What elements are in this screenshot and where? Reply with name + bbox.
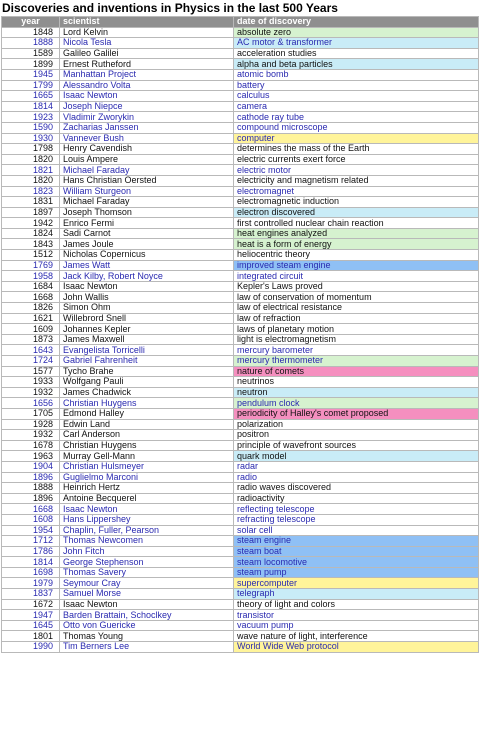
scientist-cell[interactable]: Nicola Tesla bbox=[60, 38, 234, 49]
scientist-cell[interactable]: John Fitch bbox=[60, 546, 234, 557]
discovery-cell[interactable]: law of electrical resistance bbox=[234, 303, 479, 314]
year-cell[interactable]: 1904 bbox=[2, 461, 60, 472]
discovery-cell[interactable]: refracting telescope bbox=[234, 514, 479, 525]
scientist-cell[interactable]: Lord Kelvin bbox=[60, 27, 234, 38]
table-row bbox=[2, 59, 479, 70]
discovery-cell[interactable]: vacuum pump bbox=[234, 620, 479, 631]
header-row bbox=[2, 17, 479, 28]
table-row bbox=[2, 451, 479, 462]
discovery-cell[interactable]: camera bbox=[234, 101, 479, 112]
table-row bbox=[2, 250, 479, 261]
scientist-cell[interactable]: George Stephenson bbox=[60, 557, 234, 568]
scientist-cell[interactable]: Christian Huygens bbox=[60, 398, 234, 409]
table-row bbox=[2, 398, 479, 409]
scientist-cell[interactable]: Otto von Guericke bbox=[60, 620, 234, 631]
discovery-cell[interactable]: atomic bomb bbox=[234, 69, 479, 80]
table-row bbox=[2, 313, 479, 324]
discovery-cell[interactable]: radar bbox=[234, 461, 479, 472]
table-row bbox=[2, 610, 479, 621]
table-row bbox=[2, 228, 479, 239]
scientist-cell[interactable]: Sadi Carnot bbox=[60, 228, 234, 239]
year-cell[interactable]: 1577 bbox=[2, 366, 60, 377]
scientist-cell[interactable]: Louis Ampere bbox=[60, 154, 234, 165]
discovery-cell[interactable]: electromagnetic induction bbox=[234, 197, 479, 208]
scientist-cell[interactable]: Isaac Newton bbox=[60, 504, 234, 515]
discovery-cell[interactable]: electron discovered bbox=[234, 207, 479, 218]
discovery-cell[interactable]: battery bbox=[234, 80, 479, 91]
scientist-cell[interactable]: Tim Berners Lee bbox=[60, 642, 234, 653]
year-cell[interactable]: 1798 bbox=[2, 144, 60, 155]
header-year[interactable]: year bbox=[2, 17, 60, 28]
year-cell[interactable]: 1831 bbox=[2, 197, 60, 208]
year-cell[interactable]: 1684 bbox=[2, 281, 60, 292]
year-cell[interactable]: 1848 bbox=[2, 27, 60, 38]
year-cell[interactable]: 1873 bbox=[2, 334, 60, 345]
table-row bbox=[2, 218, 479, 229]
discovery-cell[interactable]: heat engines analyzed bbox=[234, 228, 479, 239]
table-row bbox=[2, 91, 479, 102]
year-cell[interactable]: 1609 bbox=[2, 324, 60, 335]
sheet-title: Discoveries and inventions in Physics in the last 500 Years bbox=[2, 1, 338, 15]
year-cell[interactable]: 1823 bbox=[2, 186, 60, 197]
year-cell[interactable]: 1678 bbox=[2, 440, 60, 451]
year-cell[interactable]: 1947 bbox=[2, 610, 60, 621]
discovery-cell[interactable]: Kepler's Laws proved bbox=[234, 281, 479, 292]
year-cell[interactable]: 1897 bbox=[2, 207, 60, 218]
table-row bbox=[2, 408, 479, 419]
table-row bbox=[2, 472, 479, 483]
year-cell[interactable]: 1954 bbox=[2, 525, 60, 536]
scientist-cell[interactable]: John Wallis bbox=[60, 292, 234, 303]
year-cell[interactable]: 1608 bbox=[2, 514, 60, 525]
discovery-cell[interactable]: periodicity of Halley's comet proposed bbox=[234, 408, 479, 419]
discovery-cell[interactable]: determines the mass of the Earth bbox=[234, 144, 479, 155]
scientist-cell[interactable]: Michael Faraday bbox=[60, 165, 234, 176]
discovery-cell[interactable]: steam engine bbox=[234, 536, 479, 547]
discovery-cell[interactable]: transistor bbox=[234, 610, 479, 621]
table-row bbox=[2, 599, 479, 610]
discovery-cell[interactable]: calculus bbox=[234, 91, 479, 102]
year-cell[interactable]: 1821 bbox=[2, 165, 60, 176]
table-row bbox=[2, 271, 479, 282]
year-cell[interactable]: 1589 bbox=[2, 48, 60, 59]
scientist-cell[interactable]: Christian Huygens bbox=[60, 440, 234, 451]
discovery-cell[interactable]: steam pump bbox=[234, 567, 479, 578]
table-row bbox=[2, 101, 479, 112]
table-row bbox=[2, 112, 479, 123]
table-row bbox=[2, 27, 479, 38]
header-discovery[interactable]: date of discovery bbox=[234, 17, 479, 28]
discovery-cell[interactable]: laws of planetary motion bbox=[234, 324, 479, 335]
table-row bbox=[2, 578, 479, 589]
year-cell[interactable]: 1963 bbox=[2, 451, 60, 462]
year-cell[interactable]: 1979 bbox=[2, 578, 60, 589]
scientist-cell[interactable]: Isaac Newton bbox=[60, 599, 234, 610]
table-row bbox=[2, 589, 479, 600]
year-cell[interactable]: 1512 bbox=[2, 250, 60, 261]
table-row bbox=[2, 80, 479, 91]
discovery-cell[interactable]: first controlled nuclear chain reaction bbox=[234, 218, 479, 229]
scientist-cell[interactable]: Wolfgang Pauli bbox=[60, 377, 234, 388]
scientist-cell[interactable]: Gabriel Fahrenheit bbox=[60, 356, 234, 367]
scientist-cell[interactable]: Johannes Kepler bbox=[60, 324, 234, 335]
scientist-cell[interactable]: Barden Brattain, Schoclkey bbox=[60, 610, 234, 621]
discovery-cell[interactable]: acceleration studies bbox=[234, 48, 479, 59]
year-cell[interactable]: 1656 bbox=[2, 398, 60, 409]
discovery-cell[interactable]: electric motor bbox=[234, 165, 479, 176]
table-row bbox=[2, 430, 479, 441]
scientist-cell[interactable]: Isaac Newton bbox=[60, 91, 234, 102]
discoveries-table bbox=[1, 16, 479, 653]
year-cell[interactable]: 1896 bbox=[2, 472, 60, 483]
discovery-cell[interactable]: wave nature of light, interference bbox=[234, 631, 479, 642]
year-cell[interactable]: 1990 bbox=[2, 642, 60, 653]
discovery-cell[interactable]: theory of light and colors bbox=[234, 599, 479, 610]
discovery-cell[interactable]: principle of wavefront sources bbox=[234, 440, 479, 451]
table-row bbox=[2, 133, 479, 144]
scientist-cell[interactable]: James Maxwell bbox=[60, 334, 234, 345]
year-cell[interactable]: 1643 bbox=[2, 345, 60, 356]
discovery-cell[interactable]: World Wide Web protocol bbox=[234, 642, 479, 653]
discovery-cell[interactable]: heliocentric theory bbox=[234, 250, 479, 261]
scientist-cell[interactable]: Murray Gell-Mann bbox=[60, 451, 234, 462]
year-cell[interactable]: 1933 bbox=[2, 377, 60, 388]
table-row bbox=[2, 631, 479, 642]
scientist-cell[interactable]: Alessandro Volta bbox=[60, 80, 234, 91]
table-row bbox=[2, 504, 479, 515]
year-cell[interactable]: 1824 bbox=[2, 228, 60, 239]
scientist-cell[interactable]: Thomas Savery bbox=[60, 567, 234, 578]
scientist-cell[interactable]: Samuel Morse bbox=[60, 589, 234, 600]
discovery-cell[interactable]: neutrinos bbox=[234, 377, 479, 388]
scientist-cell[interactable]: Jack Kilby, Robert Noyce bbox=[60, 271, 234, 282]
discovery-cell[interactable]: absolute zero bbox=[234, 27, 479, 38]
table-row bbox=[2, 377, 479, 388]
discovery-cell[interactable]: pendulum clock bbox=[234, 398, 479, 409]
table-row bbox=[2, 292, 479, 303]
year-cell[interactable]: 1820 bbox=[2, 175, 60, 186]
discovery-cell[interactable]: radioactivity bbox=[234, 493, 479, 504]
scientist-cell[interactable]: Joseph Thomson bbox=[60, 207, 234, 218]
table-row bbox=[2, 334, 479, 345]
table-row bbox=[2, 440, 479, 451]
scientist-cell[interactable]: James Watt bbox=[60, 260, 234, 271]
discovery-cell[interactable]: computer bbox=[234, 133, 479, 144]
scientist-cell[interactable]: Vannever Bush bbox=[60, 133, 234, 144]
discovery-cell[interactable]: radio waves discovered bbox=[234, 483, 479, 494]
table-row bbox=[2, 260, 479, 271]
table-row bbox=[2, 557, 479, 568]
discovery-cell[interactable]: telegraph bbox=[234, 589, 479, 600]
year-cell[interactable]: 1820 bbox=[2, 154, 60, 165]
scientist-cell[interactable]: Edwin Land bbox=[60, 419, 234, 430]
year-cell[interactable]: 1705 bbox=[2, 408, 60, 419]
discovery-cell[interactable]: polarization bbox=[234, 419, 479, 430]
table-row bbox=[2, 239, 479, 250]
table-row bbox=[2, 387, 479, 398]
year-cell[interactable]: 1590 bbox=[2, 122, 60, 133]
discovery-cell[interactable]: reflecting telescope bbox=[234, 504, 479, 515]
header-scientist[interactable]: scientist bbox=[60, 17, 234, 28]
year-cell[interactable]: 1932 bbox=[2, 430, 60, 441]
year-cell[interactable]: 1945 bbox=[2, 69, 60, 80]
table-row bbox=[2, 165, 479, 176]
scientist-cell[interactable]: Hans Lippershey bbox=[60, 514, 234, 525]
table-row bbox=[2, 525, 479, 536]
discovery-cell[interactable]: heat is a form of energy bbox=[234, 239, 479, 250]
scientist-cell[interactable]: Isaac Newton bbox=[60, 281, 234, 292]
table-row bbox=[2, 567, 479, 578]
year-cell[interactable]: 1814 bbox=[2, 101, 60, 112]
table-row bbox=[2, 154, 479, 165]
year-cell[interactable]: 1801 bbox=[2, 631, 60, 642]
scientist-cell[interactable]: William Sturgeon bbox=[60, 186, 234, 197]
table-row bbox=[2, 324, 479, 335]
scientist-cell[interactable]: Hans Christian Oersted bbox=[60, 175, 234, 186]
year-cell[interactable]: 1932 bbox=[2, 387, 60, 398]
table-row bbox=[2, 186, 479, 197]
scientist-cell[interactable]: Carl Anderson bbox=[60, 430, 234, 441]
year-cell[interactable]: 1698 bbox=[2, 567, 60, 578]
discovery-cell[interactable]: compound microscope bbox=[234, 122, 479, 133]
scientist-cell[interactable]: Thomas Newcomen bbox=[60, 536, 234, 547]
discovery-cell[interactable]: electricity and magnetism related bbox=[234, 175, 479, 186]
discovery-cell[interactable]: positron bbox=[234, 430, 479, 441]
year-cell[interactable]: 1837 bbox=[2, 589, 60, 600]
year-cell[interactable]: 1712 bbox=[2, 536, 60, 547]
year-cell[interactable]: 1672 bbox=[2, 599, 60, 610]
scientist-cell[interactable]: Chaplin, Fuller, Pearson bbox=[60, 525, 234, 536]
year-cell[interactable]: 1769 bbox=[2, 260, 60, 271]
table-body bbox=[2, 27, 479, 652]
discovery-cell[interactable]: law of refraction bbox=[234, 313, 479, 324]
table-row bbox=[2, 303, 479, 314]
table-row bbox=[2, 197, 479, 208]
table-row bbox=[2, 493, 479, 504]
year-cell[interactable]: 1888 bbox=[2, 483, 60, 494]
year-cell[interactable]: 1899 bbox=[2, 59, 60, 70]
year-cell[interactable]: 1668 bbox=[2, 292, 60, 303]
scientist-cell[interactable]: Seymour Cray bbox=[60, 578, 234, 589]
discovery-cell[interactable]: alpha and beta particles bbox=[234, 59, 479, 70]
scientist-cell[interactable]: Heinrich Hertz bbox=[60, 483, 234, 494]
table-row bbox=[2, 546, 479, 557]
discovery-cell[interactable]: cathode ray tube bbox=[234, 112, 479, 123]
scientist-cell[interactable]: Henry Cavendish bbox=[60, 144, 234, 155]
discovery-cell[interactable]: integrated circuit bbox=[234, 271, 479, 282]
table-row bbox=[2, 620, 479, 631]
scientist-cell[interactable]: Enrico Fermi bbox=[60, 218, 234, 229]
table-row bbox=[2, 175, 479, 186]
year-cell[interactable]: 1942 bbox=[2, 218, 60, 229]
year-cell[interactable]: 1888 bbox=[2, 38, 60, 49]
scientist-cell[interactable]: Ernest Rutheford bbox=[60, 59, 234, 70]
year-cell[interactable]: 1843 bbox=[2, 239, 60, 250]
table-row bbox=[2, 48, 479, 59]
table-row bbox=[2, 642, 479, 653]
year-cell[interactable]: 1645 bbox=[2, 620, 60, 631]
scientist-cell[interactable]: James Chadwick bbox=[60, 387, 234, 398]
table-row bbox=[2, 207, 479, 218]
discovery-cell[interactable]: AC motor & transformer bbox=[234, 38, 479, 49]
discovery-cell[interactable]: electric currents exert force bbox=[234, 154, 479, 165]
year-cell[interactable]: 1724 bbox=[2, 356, 60, 367]
year-cell[interactable]: 1668 bbox=[2, 504, 60, 515]
discovery-cell[interactable]: law of conservation of momentum bbox=[234, 292, 479, 303]
year-cell[interactable]: 1665 bbox=[2, 91, 60, 102]
table-row bbox=[2, 122, 479, 133]
scientist-cell[interactable]: Zacharias Janssen bbox=[60, 122, 234, 133]
table-row bbox=[2, 514, 479, 525]
year-cell[interactable]: 1799 bbox=[2, 80, 60, 91]
discovery-cell[interactable]: supercomputer bbox=[234, 578, 479, 589]
table-row bbox=[2, 366, 479, 377]
scientist-cell[interactable]: Michael Faraday bbox=[60, 197, 234, 208]
table-row bbox=[2, 144, 479, 155]
scientist-cell[interactable]: Guglielmo Marconi bbox=[60, 472, 234, 483]
year-cell[interactable]: 1826 bbox=[2, 303, 60, 314]
scientist-cell[interactable]: Simon Ohm bbox=[60, 303, 234, 314]
table-row bbox=[2, 483, 479, 494]
scientist-cell[interactable]: Thomas Young bbox=[60, 631, 234, 642]
scientist-cell[interactable]: Christian Hulsmeyer bbox=[60, 461, 234, 472]
discovery-cell[interactable]: steam boat bbox=[234, 546, 479, 557]
discovery-cell[interactable]: mercury barometer bbox=[234, 345, 479, 356]
table-row bbox=[2, 461, 479, 472]
scientist-cell[interactable]: Nicholas Copernicus bbox=[60, 250, 234, 261]
discovery-cell[interactable]: nature of comets bbox=[234, 366, 479, 377]
scientist-cell[interactable]: Edmond Halley bbox=[60, 408, 234, 419]
year-cell[interactable]: 1928 bbox=[2, 419, 60, 430]
year-cell[interactable]: 1923 bbox=[2, 112, 60, 123]
year-cell[interactable]: 1896 bbox=[2, 493, 60, 504]
year-cell[interactable]: 1958 bbox=[2, 271, 60, 282]
year-cell[interactable]: 1814 bbox=[2, 557, 60, 568]
table-row bbox=[2, 38, 479, 49]
scientist-cell[interactable]: Galileo Galilei bbox=[60, 48, 234, 59]
table-row bbox=[2, 419, 479, 430]
table-row bbox=[2, 281, 479, 292]
scientist-cell[interactable]: Vladimir Zworykin bbox=[60, 112, 234, 123]
table-row bbox=[2, 536, 479, 547]
table-row bbox=[2, 345, 479, 356]
scientist-cell[interactable]: Antoine Becquerel bbox=[60, 493, 234, 504]
scientist-cell[interactable]: Tycho Brahe bbox=[60, 366, 234, 377]
discovery-cell[interactable]: improved steam engine bbox=[234, 260, 479, 271]
discovery-cell[interactable]: steam locomotive bbox=[234, 557, 479, 568]
discovery-cell[interactable]: mercury thermometer bbox=[234, 356, 479, 367]
scientist-cell[interactable]: Willebrord Snell bbox=[60, 313, 234, 324]
year-cell[interactable]: 1930 bbox=[2, 133, 60, 144]
scientist-cell[interactable]: Manhattan Project bbox=[60, 69, 234, 80]
scientist-cell[interactable]: James Joule bbox=[60, 239, 234, 250]
scientist-cell[interactable]: Evangelista Torricelli bbox=[60, 345, 234, 356]
table-row bbox=[2, 69, 479, 80]
discovery-cell[interactable]: quark model bbox=[234, 451, 479, 462]
scientist-cell[interactable]: Joseph Niepce bbox=[60, 101, 234, 112]
year-cell[interactable]: 1621 bbox=[2, 313, 60, 324]
discovery-cell[interactable]: electromagnet bbox=[234, 186, 479, 197]
table-row bbox=[2, 356, 479, 367]
discovery-cell[interactable]: light is electromagnetism bbox=[234, 334, 479, 345]
discovery-cell[interactable]: neutron bbox=[234, 387, 479, 398]
year-cell[interactable]: 1786 bbox=[2, 546, 60, 557]
discovery-cell[interactable]: radio bbox=[234, 472, 479, 483]
discovery-cell[interactable]: solar cell bbox=[234, 525, 479, 536]
